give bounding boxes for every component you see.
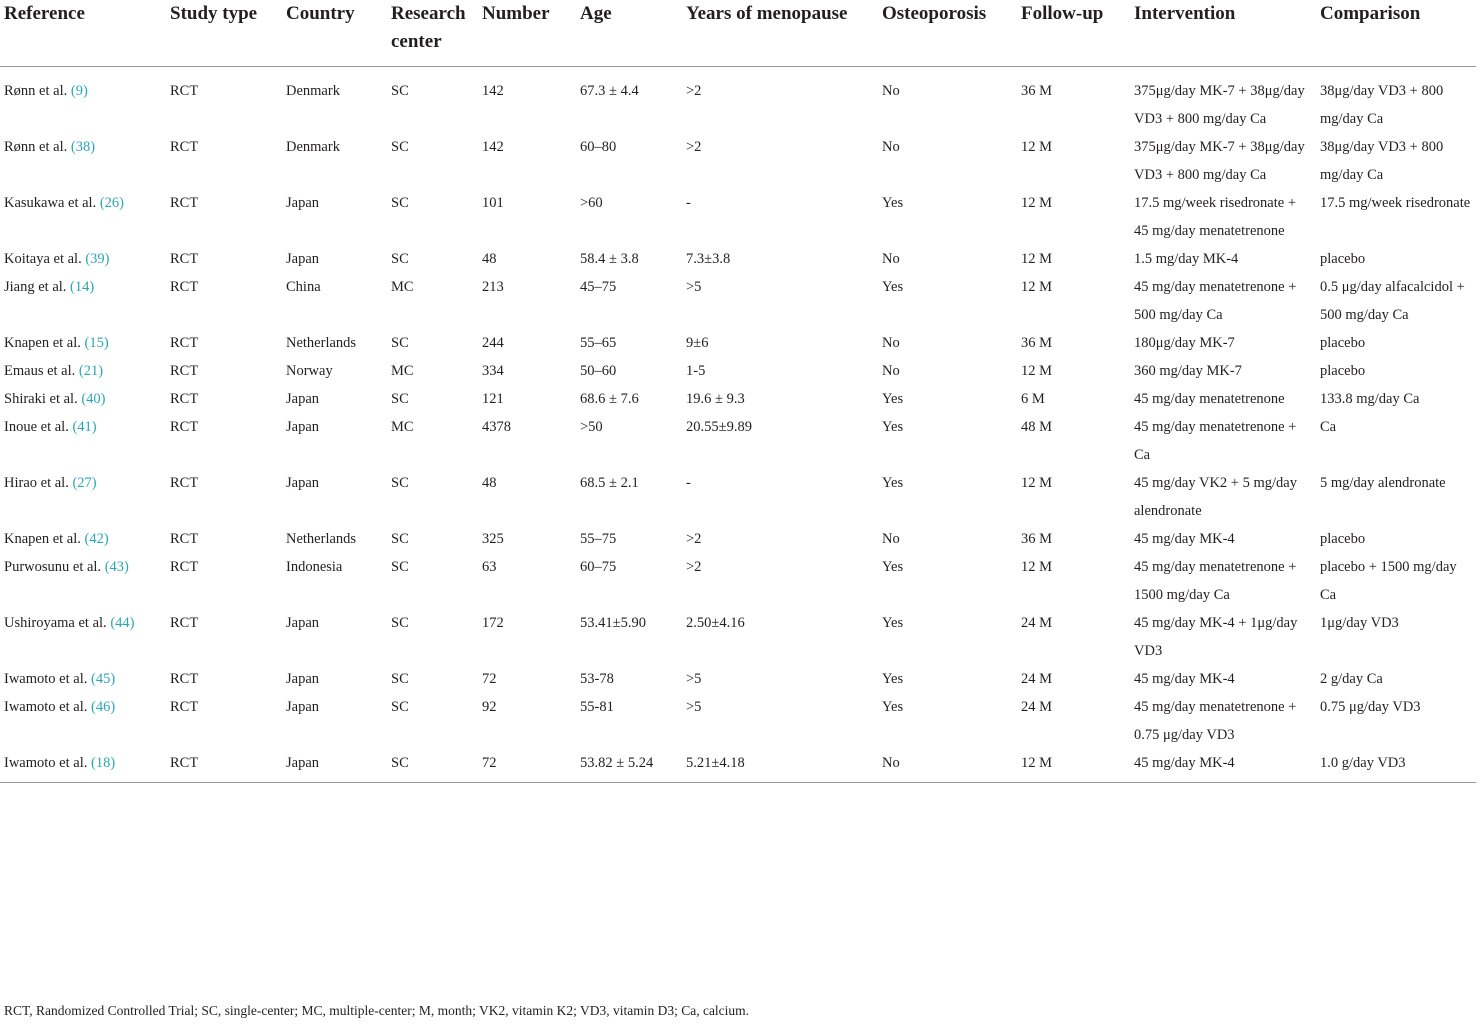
cell-research-center: SC bbox=[391, 391, 409, 407]
cell-age: 58.4 ± 3.8 bbox=[580, 251, 639, 267]
cell-osteoporosis: No bbox=[882, 83, 900, 99]
cell-country: Japan bbox=[286, 755, 320, 771]
cell-years-of-menopause: 2.50±4.16 bbox=[686, 615, 745, 631]
reference-author: Rønn et al. bbox=[4, 83, 68, 99]
header-row bbox=[0, 0, 1476, 67]
cell-years-of-menopause: >5 bbox=[686, 699, 702, 715]
citation-link[interactable]: (26) bbox=[99, 195, 124, 211]
cell-follow-up: 36 M bbox=[1021, 83, 1053, 99]
cell-country: Japan bbox=[286, 195, 320, 211]
table-row bbox=[0, 273, 1476, 329]
cell-intervention: 17.5 mg/week risedronate + 45 mg/day menatetrenone bbox=[1134, 195, 1296, 239]
cell-intervention: 375μg/day MK-7 + 38μg/day VD3 + 800 mg/day Ca bbox=[1134, 139, 1305, 183]
reference-author: Hirao et al. bbox=[4, 475, 69, 491]
cell-follow-up: 24 M bbox=[1021, 671, 1053, 687]
cell-study-type: RCT bbox=[170, 419, 199, 435]
cell-age: 60–75 bbox=[580, 559, 617, 575]
cell-number: 334 bbox=[482, 363, 504, 379]
cell-comparison: 0.5 μg/day alfacalcidol + 500 mg/day Ca bbox=[1320, 279, 1465, 323]
cell-age: 50–60 bbox=[580, 363, 617, 379]
table-row bbox=[0, 133, 1476, 189]
cell-study-type: RCT bbox=[170, 615, 199, 631]
cell-osteoporosis: Yes bbox=[882, 699, 904, 715]
reference-author: Iwamoto et al. bbox=[4, 671, 88, 687]
cell-osteoporosis: No bbox=[882, 139, 900, 155]
cell-country: Japan bbox=[286, 699, 320, 715]
cell-number: 244 bbox=[482, 335, 504, 351]
citation-link[interactable]: (44) bbox=[110, 615, 135, 631]
cell-comparison: 2 g/day Ca bbox=[1320, 671, 1383, 687]
cell-follow-up: 12 M bbox=[1021, 279, 1053, 295]
cell-research-center: MC bbox=[391, 363, 414, 379]
cell-study-type: RCT bbox=[170, 755, 199, 771]
cell-osteoporosis: Yes bbox=[882, 419, 904, 435]
cell-reference bbox=[0, 67, 166, 134]
citation-link[interactable]: (41) bbox=[72, 419, 97, 435]
cell-osteoporosis: Yes bbox=[882, 559, 904, 575]
cell-years-of-menopause: - bbox=[686, 195, 691, 211]
table-row bbox=[0, 357, 1476, 385]
cell-research-center: SC bbox=[391, 335, 409, 351]
column-header-study-type: Study type bbox=[170, 3, 258, 24]
cell-osteoporosis: No bbox=[882, 755, 900, 771]
cell-research-center: MC bbox=[391, 419, 414, 435]
cell-number: 142 bbox=[482, 83, 504, 99]
column-header-comparison: Comparison bbox=[1320, 3, 1421, 24]
cell-years-of-menopause: 5.21±4.18 bbox=[686, 755, 745, 771]
cell-study-type: RCT bbox=[170, 335, 199, 351]
cell-age: 53-78 bbox=[580, 671, 614, 687]
column-header-intervention: Intervention bbox=[1134, 3, 1236, 24]
table-row bbox=[0, 749, 1476, 783]
cell-research-center: MC bbox=[391, 279, 414, 295]
table-row bbox=[0, 553, 1476, 609]
cell-research-center: SC bbox=[391, 83, 409, 99]
cell-reference bbox=[0, 385, 166, 413]
citation-link[interactable]: (9) bbox=[70, 83, 88, 99]
cell-age: 45–75 bbox=[580, 279, 617, 295]
table-footnote: RCT, Randomized Controlled Trial; SC, single-center; MC, multiple-center; M, month; VK2, vitamin K2; VD3, vitamin D3; Ca, calcium. bbox=[4, 1003, 750, 1018]
cell-reference bbox=[0, 245, 166, 273]
cell-comparison: Ca bbox=[1320, 419, 1337, 435]
cell-reference bbox=[0, 413, 166, 469]
column-header-follow-up: Follow-up bbox=[1021, 3, 1104, 24]
cell-years-of-menopause: >2 bbox=[686, 83, 702, 99]
table-row bbox=[0, 67, 1476, 134]
reference-author: Purwosunu et al. bbox=[4, 559, 102, 575]
reference-author: Rønn et al. bbox=[4, 139, 68, 155]
cell-follow-up: 12 M bbox=[1021, 559, 1053, 575]
cell-osteoporosis: Yes bbox=[882, 195, 904, 211]
cell-country: Japan bbox=[286, 671, 320, 687]
citation-link[interactable]: (38) bbox=[70, 139, 96, 155]
cell-study-type: RCT bbox=[170, 363, 199, 379]
cell-study-type: RCT bbox=[170, 279, 199, 295]
cell-comparison: 17.5 mg/week risedronate bbox=[1320, 195, 1471, 211]
cell-intervention: 45 mg/day MK-4 bbox=[1134, 531, 1235, 547]
cell-country: Denmark bbox=[286, 139, 340, 155]
cell-age: >60 bbox=[580, 195, 603, 211]
cell-study-type: RCT bbox=[170, 139, 199, 155]
citation-link[interactable]: (15) bbox=[84, 335, 109, 351]
column-header-osteoporosis: Osteoporosis bbox=[882, 3, 987, 24]
cell-intervention: 45 mg/day menatetrenone + 500 mg/day Ca bbox=[1134, 279, 1297, 323]
reference-author: Knapen et al. bbox=[4, 335, 81, 351]
cell-study-type: RCT bbox=[170, 531, 199, 547]
cell-country: Indonesia bbox=[286, 559, 343, 575]
cell-osteoporosis: Yes bbox=[882, 475, 904, 491]
cell-intervention: 45 mg/day MK-4 + 1μg/day VD3 bbox=[1134, 615, 1298, 659]
reference-author: Jiang et al. bbox=[4, 279, 67, 295]
cell-intervention: 45 mg/day menatetrenone + 0.75 μg/day VD3 bbox=[1134, 699, 1297, 743]
cell-age: 55-81 bbox=[580, 699, 614, 715]
cell-follow-up: 24 M bbox=[1021, 699, 1053, 715]
cell-follow-up: 48 M bbox=[1021, 419, 1053, 435]
cell-reference bbox=[0, 189, 166, 245]
cell-follow-up: 12 M bbox=[1021, 475, 1053, 491]
cell-osteoporosis: No bbox=[882, 363, 900, 379]
cell-study-type: RCT bbox=[170, 671, 199, 687]
cell-country: Netherlands bbox=[286, 531, 357, 547]
cell-research-center: SC bbox=[391, 531, 409, 547]
cell-intervention: 375μg/day MK-7 + 38μg/day VD3 + 800 mg/day Ca bbox=[1134, 83, 1305, 127]
cell-reference bbox=[0, 553, 166, 609]
cell-research-center: SC bbox=[391, 195, 409, 211]
cell-years-of-menopause: >5 bbox=[686, 279, 702, 295]
cell-country: Japan bbox=[286, 475, 320, 491]
cell-follow-up: 24 M bbox=[1021, 615, 1053, 631]
reference-author: Koitaya et al. bbox=[4, 251, 82, 267]
citation-link[interactable]: (18) bbox=[90, 755, 116, 771]
citation-link[interactable]: (40) bbox=[81, 391, 106, 407]
cell-study-type: RCT bbox=[170, 475, 199, 491]
cell-number: 92 bbox=[482, 699, 497, 715]
cell-age: >50 bbox=[580, 419, 603, 435]
cell-number: 72 bbox=[482, 755, 497, 771]
citation-link[interactable]: (43) bbox=[104, 559, 129, 575]
citation-link[interactable]: (42) bbox=[84, 531, 109, 547]
cell-reference bbox=[0, 609, 166, 665]
reference-author: Knapen et al. bbox=[4, 531, 81, 547]
reference-author: Shiraki et al. bbox=[4, 391, 78, 407]
cell-country: Japan bbox=[286, 419, 320, 435]
cell-follow-up: 12 M bbox=[1021, 755, 1053, 771]
column-header-reference: Reference bbox=[4, 3, 85, 24]
cell-intervention: 45 mg/day MK-4 bbox=[1134, 671, 1235, 687]
cell-number: 142 bbox=[482, 139, 504, 155]
cell-number: 4378 bbox=[482, 419, 511, 435]
cell-comparison: placebo bbox=[1320, 335, 1366, 351]
cell-age: 55–75 bbox=[580, 531, 617, 547]
table-row bbox=[0, 693, 1476, 749]
cell-comparison: 38μg/day VD3 + 800 mg/day Ca bbox=[1320, 83, 1444, 127]
table-row bbox=[0, 469, 1476, 525]
table-row bbox=[0, 385, 1476, 413]
table-body bbox=[0, 67, 1476, 783]
cell-age: 53.41±5.90 bbox=[580, 615, 646, 631]
cell-study-type: RCT bbox=[170, 699, 199, 715]
cell-reference bbox=[0, 357, 166, 385]
column-header-country: Country bbox=[286, 3, 355, 24]
cell-number: 101 bbox=[482, 195, 504, 211]
citation-link[interactable]: (39) bbox=[85, 251, 110, 267]
cell-reference bbox=[0, 693, 166, 749]
cell-research-center: SC bbox=[391, 475, 409, 491]
cell-age: 60–80 bbox=[580, 139, 617, 155]
cell-osteoporosis: Yes bbox=[882, 279, 904, 295]
cell-comparison: 5 mg/day alendronate bbox=[1320, 475, 1446, 491]
reference-author: Kasukawa et al. bbox=[4, 195, 97, 211]
cell-years-of-menopause: >5 bbox=[686, 671, 702, 687]
cell-reference bbox=[0, 749, 166, 783]
cell-follow-up: 12 M bbox=[1021, 139, 1053, 155]
cell-reference bbox=[0, 133, 166, 189]
cell-years-of-menopause: 20.55±9.89 bbox=[686, 419, 752, 435]
cell-number: 172 bbox=[482, 615, 504, 631]
cell-intervention: 45 mg/day VK2 + 5 mg/day alendronate bbox=[1134, 475, 1297, 519]
cell-research-center: SC bbox=[391, 559, 409, 575]
cell-country: Netherlands bbox=[286, 335, 357, 351]
cell-years-of-menopause: >2 bbox=[686, 559, 702, 575]
cell-study-type: RCT bbox=[170, 251, 199, 267]
table-row bbox=[0, 665, 1476, 693]
cell-years-of-menopause: 7.3±3.8 bbox=[686, 251, 731, 267]
cell-follow-up: 36 M bbox=[1021, 335, 1053, 351]
cell-osteoporosis: No bbox=[882, 251, 900, 267]
cell-country: China bbox=[286, 279, 321, 295]
cell-follow-up: 12 M bbox=[1021, 363, 1053, 379]
cell-years-of-menopause: >2 bbox=[686, 531, 702, 547]
cell-reference bbox=[0, 665, 166, 693]
reference-author: Emaus et al. bbox=[4, 363, 76, 379]
table-row bbox=[0, 329, 1476, 357]
cell-age: 68.6 ± 7.6 bbox=[580, 391, 639, 407]
cell-intervention: 1.5 mg/day MK-4 bbox=[1134, 251, 1239, 267]
cell-study-type: RCT bbox=[170, 391, 199, 407]
cell-research-center: SC bbox=[391, 251, 409, 267]
cell-intervention: 45 mg/day MK-4 bbox=[1134, 755, 1235, 771]
cell-age: 53.82 ± 5.24 bbox=[580, 755, 654, 771]
cell-years-of-menopause: 19.6 ± 9.3 bbox=[686, 391, 745, 407]
cell-age: 68.5 ± 2.1 bbox=[580, 475, 639, 491]
table-row bbox=[0, 413, 1476, 469]
cell-number: 48 bbox=[482, 475, 497, 491]
cell-number: 325 bbox=[482, 531, 504, 547]
cell-reference bbox=[0, 329, 166, 357]
cell-number: 48 bbox=[482, 251, 497, 267]
cell-number: 72 bbox=[482, 671, 497, 687]
cell-comparison: 38μg/day VD3 + 800 mg/day Ca bbox=[1320, 139, 1444, 183]
cell-years-of-menopause: 9±6 bbox=[686, 335, 709, 351]
cell-years-of-menopause: - bbox=[686, 475, 691, 491]
cell-research-center: SC bbox=[391, 615, 409, 631]
reference-author: Iwamoto et al. bbox=[4, 755, 88, 771]
column-header-age: Age bbox=[580, 3, 612, 24]
cell-follow-up: 12 M bbox=[1021, 251, 1053, 267]
citation-link[interactable]: (27) bbox=[72, 475, 97, 491]
column-header-years-of-menopause: Years of menopause bbox=[686, 3, 848, 24]
cell-osteoporosis: Yes bbox=[882, 671, 904, 687]
cell-years-of-menopause: >2 bbox=[686, 139, 702, 155]
cell-study-type: RCT bbox=[170, 83, 199, 99]
cell-comparison: 1.0 g/day VD3 bbox=[1320, 755, 1406, 771]
cell-country: Japan bbox=[286, 615, 320, 631]
table-row bbox=[0, 525, 1476, 553]
cell-intervention: 180μg/day MK-7 bbox=[1134, 335, 1235, 351]
column-header-number: Number bbox=[482, 3, 550, 24]
cell-country: Denmark bbox=[286, 83, 340, 99]
cell-years-of-menopause: 1-5 bbox=[686, 363, 706, 379]
cell-follow-up: 12 M bbox=[1021, 195, 1053, 211]
cell-comparison: 133.8 mg/day Ca bbox=[1320, 391, 1420, 407]
cell-reference bbox=[0, 525, 166, 553]
table-row bbox=[0, 609, 1476, 665]
cell-osteoporosis: Yes bbox=[882, 391, 904, 407]
cell-osteoporosis: No bbox=[882, 335, 900, 351]
cell-country: Japan bbox=[286, 251, 320, 267]
cell-reference bbox=[0, 273, 166, 329]
cell-comparison: placebo + 1500 mg/day Ca bbox=[1320, 559, 1457, 603]
cell-country: Norway bbox=[286, 363, 333, 379]
reference-author: Inoue et al. bbox=[4, 419, 69, 435]
cell-intervention: 45 mg/day menatetrenone bbox=[1134, 391, 1285, 407]
cell-reference bbox=[0, 469, 166, 525]
cell-intervention: 45 mg/day menatetrenone + Ca bbox=[1134, 419, 1297, 463]
table-row bbox=[0, 245, 1476, 273]
citation-link[interactable]: (21) bbox=[78, 363, 104, 379]
cell-study-type: RCT bbox=[170, 559, 199, 575]
cell-age: 55–65 bbox=[580, 335, 617, 351]
cell-intervention: 360 mg/day MK-7 bbox=[1134, 363, 1242, 379]
cell-number: 121 bbox=[482, 391, 504, 407]
cell-country: Japan bbox=[286, 391, 320, 407]
cell-research-center: SC bbox=[391, 699, 409, 715]
column-header-research-center: Research center bbox=[391, 3, 466, 52]
cell-number: 213 bbox=[482, 279, 504, 295]
cell-osteoporosis: Yes bbox=[882, 615, 904, 631]
cell-research-center: SC bbox=[391, 139, 409, 155]
cell-comparison: placebo bbox=[1320, 251, 1366, 267]
citation-link[interactable]: (45) bbox=[90, 671, 116, 687]
cell-age: 67.3 ± 4.4 bbox=[580, 83, 639, 99]
cell-osteoporosis: No bbox=[882, 531, 900, 547]
reference-author: Iwamoto et al. bbox=[4, 699, 88, 715]
citation-link[interactable]: (14) bbox=[70, 279, 95, 295]
table-row bbox=[0, 189, 1476, 245]
citation-link[interactable]: (46) bbox=[90, 699, 116, 715]
table-header bbox=[0, 0, 1476, 67]
cell-comparison: placebo bbox=[1320, 363, 1366, 379]
cell-research-center: SC bbox=[391, 671, 409, 687]
cell-research-center: SC bbox=[391, 755, 409, 771]
cell-follow-up: 36 M bbox=[1021, 531, 1053, 547]
cell-number: 63 bbox=[482, 559, 497, 575]
cell-comparison: 1μg/day VD3 bbox=[1320, 615, 1399, 631]
reference-author: Ushiroyama et al. bbox=[4, 615, 107, 631]
cell-study-type: RCT bbox=[170, 195, 199, 211]
cell-follow-up: 6 M bbox=[1021, 391, 1045, 407]
cell-comparison: placebo bbox=[1320, 531, 1366, 547]
cell-comparison: 0.75 μg/day VD3 bbox=[1320, 699, 1421, 715]
cell-intervention: 45 mg/day menatetrenone + 1500 mg/day Ca bbox=[1134, 559, 1297, 603]
